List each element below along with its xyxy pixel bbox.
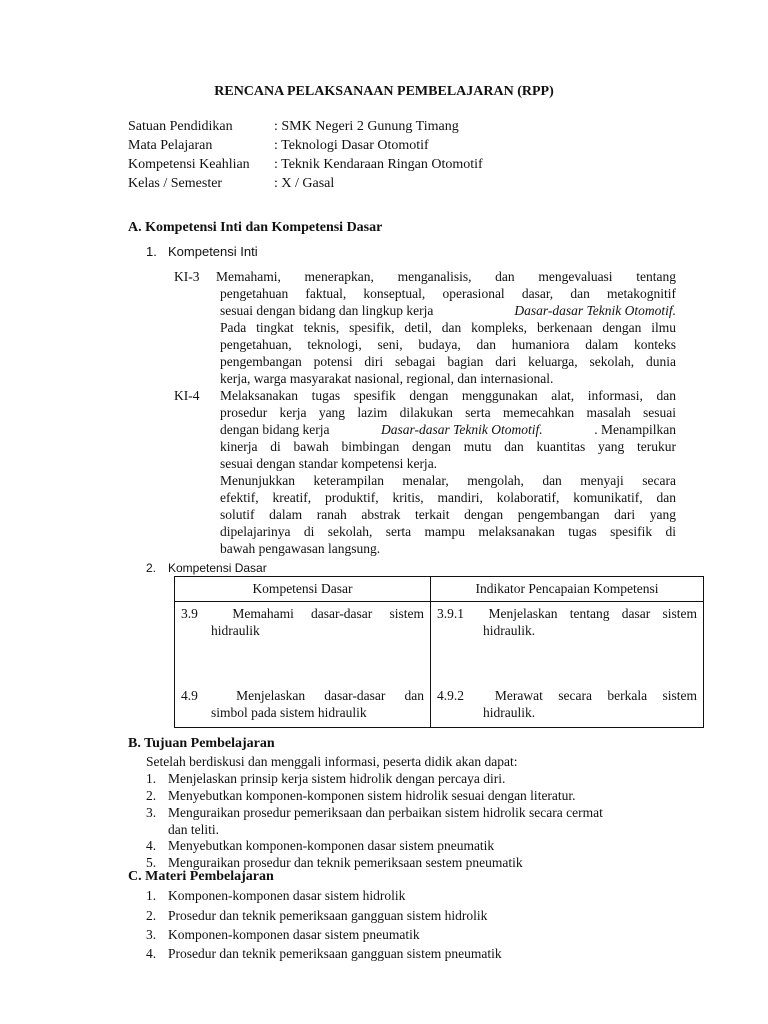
sub2-label: Kompetensi Dasar — [168, 561, 267, 575]
ki4-line: bawah pengawasan langsung. — [220, 541, 381, 556]
kd-cell — [175, 602, 431, 728]
list-text: Menyebutkan komponen-komponen dasar sistem pneumatik — [168, 838, 495, 853]
ki3-line: Pada tingkat teknis, spesifik, detil, dan kompleks, berkenaan dengan ilmu — [220, 320, 676, 335]
kd-item-line1 — [181, 605, 424, 622]
ki3-line: Memahami, menerapkan, menganalisis, dan mengevaluasi tentang — [216, 269, 676, 284]
table-header-ipk: Indikator Pencapaian Kompetensi — [431, 577, 704, 602]
ki4-line: kinerja di bawah bimbingan dengan mutu dan kuantitas yang terukur — [220, 439, 676, 454]
list-text: Menjelaskan prinsip kerja sistem hidrolik dengan percaya diri. — [168, 771, 506, 786]
ki4-line: dengan bidang kerja — [220, 422, 330, 437]
ki3-subject: Dasar-dasar Teknik Otomotif. — [514, 303, 676, 318]
document-title: RENCANA PELAKSANAAN PEMBELAJARAN (RPP) — [214, 84, 554, 99]
ipk-item-line1 — [437, 605, 697, 622]
sub2-number: 2. — [146, 561, 157, 575]
list-number: 3. — [146, 927, 157, 942]
ipk-item — [437, 687, 697, 721]
ipk-item — [437, 605, 697, 639]
ki4-line: Melaksanakan tugas spesifik dengan menggunakan alat, informasi, dan — [220, 388, 676, 403]
identity-label: Mata Pelajaran — [128, 138, 213, 153]
identity-value: : SMK Negeri 2 Gunung Timang — [274, 119, 459, 134]
ipk-item-line1 — [437, 687, 697, 704]
section-b-heading: B. Tujuan Pembelajaran — [128, 736, 275, 751]
ki4-line: . Menampilkan — [594, 422, 676, 437]
kd-num: 3.9 — [181, 606, 198, 621]
list-text: Menguraikan prosedur dan teknik pemeriksaan sestem pneumatik — [168, 855, 523, 870]
ki4-line: dipelajarinya di sekolah, serta mampu melaksanakan tugas spesifik di — [220, 524, 676, 539]
identity-label: Satuan Pendidikan — [128, 119, 233, 134]
list-number: 4. — [146, 946, 157, 961]
ki4-code: KI-4 — [174, 388, 200, 403]
ki4-line-mixed — [220, 421, 676, 438]
kompetensi-table — [174, 576, 704, 728]
list-text: Prosedur dan teknik pemeriksaan gangguan sistem hidrolik — [168, 908, 488, 923]
ipk-text: Menjelaskan tentang dasar sistem — [488, 606, 698, 621]
kd-item-line2: hidraulik — [211, 623, 260, 638]
sub1-label: Kompetensi Inti — [168, 244, 258, 259]
list-text: Prosedur dan teknik pemeriksaan gangguan sistem pneumatik — [168, 946, 502, 961]
ipk-text: Merawat secara berkala sistem — [494, 688, 698, 703]
ki4-line: prosedur kerja yang lazim dilakukan serta memecahkan masalah sesuai — [220, 405, 676, 420]
kd-item — [181, 687, 424, 721]
list-number: 2. — [146, 788, 157, 803]
table-row — [175, 602, 704, 728]
ipk-num: 4.9.2 — [437, 688, 464, 703]
list-number: 5. — [146, 855, 157, 870]
ki4-subject-wrap — [381, 421, 543, 438]
kd-text: Memahami dasar-dasar sistem — [232, 606, 424, 621]
identity-value: : Teknologi Dasar Otomotif — [274, 138, 429, 153]
ki4-line: solutif dalam ranah abstrak terkait dengan pengembangan dari yang — [220, 507, 676, 522]
table-header-row — [175, 577, 704, 602]
ki3-code: KI-3 — [174, 269, 200, 284]
identity-row-mapel — [128, 138, 429, 154]
identity-label: Kelas / Semester — [128, 176, 223, 191]
list-number: 2. — [146, 908, 157, 923]
ki3-line: pengetahuan faktual, konseptual, operasional dasar, dan metakognitif — [220, 286, 676, 301]
identity-value: : Teknik Kendaraan Ringan Otomotif — [274, 157, 483, 172]
ki4-line: Menunjukkan keterampilan menalar, mengolah, dan menyaji secara — [220, 473, 676, 488]
list-number: 1. — [146, 771, 157, 786]
kd-num: 4.9 — [181, 688, 198, 703]
kd-cell-block — [181, 605, 424, 727]
list-text: Komponen-komponen dasar sistem hidrolik — [168, 888, 406, 903]
ki4-subject: Dasar-dasar Teknik Otomotif. — [381, 422, 543, 437]
identity-label: Kompetensi Keahlian — [128, 157, 250, 172]
section-c-heading: C. Materi Pembelajaran — [128, 869, 274, 884]
list-text: Menyebutkan komponen-komponen sistem hidrolik sesuai dengan literatur. — [168, 788, 576, 803]
ki3-line-mixed — [220, 302, 676, 319]
list-text: Komponen-komponen dasar sistem pneumatik — [168, 927, 420, 942]
ki3-line: sesuai dengan bidang dan lingkup kerja — [220, 303, 434, 318]
section-a-heading: A. Kompetensi Inti dan Kompetensi Dasar — [128, 220, 383, 235]
identity-row-kelas — [128, 176, 334, 192]
table-header-kd: Kompetensi Dasar — [175, 577, 431, 602]
identity-value: : X / Gasal — [274, 176, 335, 191]
ki3-line: pengembangan potensi diri sebagai bagian dari keluarga, sekolah, dunia — [220, 354, 676, 369]
ki4-line: sesuai dengan standar kompetensi kerja. — [220, 456, 438, 471]
kd-item — [181, 605, 424, 639]
kd-item-line2: simbol pada sistem hidraulik — [211, 705, 367, 720]
sub1-number: 1. — [146, 244, 157, 259]
list-text: dan teliti. — [168, 822, 219, 837]
ipk-cell-block — [437, 605, 697, 727]
kd-item-line1 — [181, 687, 424, 704]
ki3-line: kerja, warga masyarakat nasional, regional, dan internasional. — [220, 371, 554, 386]
identity-row-satuan — [128, 119, 459, 135]
list-number: 3. — [146, 805, 157, 820]
section-b-intro: Setelah berdiskusi dan menggali informasi, peserta didik akan dapat: — [146, 754, 518, 769]
list-number: 1. — [146, 888, 157, 903]
ki3-line: pengetahuan, teknologi, seni, budaya, dan humaniora dalam konteks — [220, 337, 676, 352]
ipk-item-line2: hidraulik. — [483, 705, 536, 720]
ipk-num: 3.9.1 — [437, 606, 464, 621]
list-text: Menguraikan prosedur pemeriksaan dan perbaikan sistem hidrolik secara cermat — [168, 805, 603, 820]
list-number: 4. — [146, 838, 157, 853]
ipk-item-line2: hidraulik. — [483, 623, 536, 638]
kd-text: Menjelaskan dasar-dasar dan — [236, 688, 424, 703]
identity-row-keahlian — [128, 157, 483, 173]
ki4-line: efektif, kreatif, produktif, kritis, mandiri, kolaboratif, komunikatif, dan — [220, 490, 676, 505]
ipk-cell — [431, 602, 704, 728]
